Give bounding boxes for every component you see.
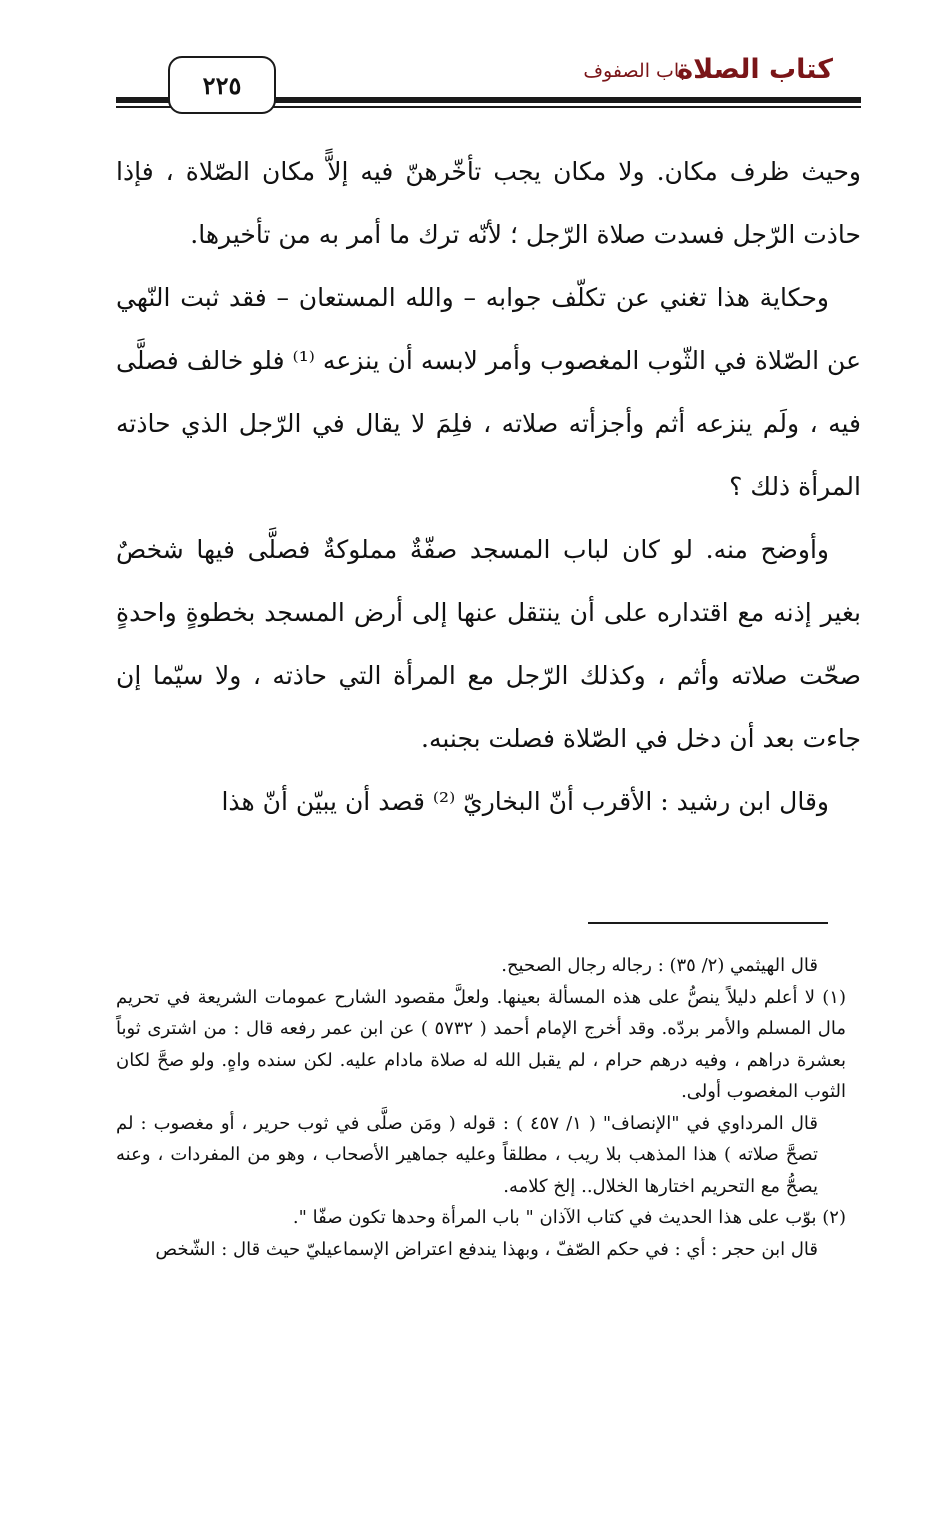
footnotes xyxy=(116,950,846,1265)
paragraph: وقال ابن رشيد : الأقرب أنّ البخاريّ ⁽²⁾ قصد أن يبيّن أنّ هذا xyxy=(221,787,829,816)
footnote-line: قال ابن حجر : أي : في حكم الصّفّ ، وبهذا يندفع اعتراض الإسماعيليّ حيث قال : الشّخص xyxy=(155,1238,818,1260)
paragraph: وأوضح منه. لو كان لباب المسجد صفّةٌ مملوكةٌ فصلَّى فيها شخصٌ بغير إذنه مع اقتداره على أن ينتقل عنها إلى أرض المسجد بخطوةٍ واحدةٍ صحّت صلاته وأثم ، وكذلك الرّجل مع المرأة التي حاذته ، ولا سيّما إن جاءت بعد أن دخل في الصّلاة فصلت بجنبه. xyxy=(116,535,861,753)
book-title: كتاب الصلاة xyxy=(677,54,833,85)
page-header xyxy=(0,0,945,120)
paragraph: وحكاية هذا تغني عن تكلّف جوابه – والله المستعان – فقد ثبت النّهي عن الصّلاة في الثّوب المغصوب وأمر لابسه أن ينزعه ⁽¹⁾ فلو خالف فصلَّى فيه ، ولَم ينزعه أثم وأجزأته صلاته ، فلِمَ لا يقال في الرّجل الذي حاذته المرأة ذلك ؟ xyxy=(116,283,861,501)
chapter-title: باب الصفوف xyxy=(583,60,685,82)
paragraph: وحيث ظرف مكان. ولا مكان يجب تأخّرهنّ فيه إلاًّ مكان الصّلاة ، فإذا حاذت الرّجل فسدت صلاة الرّجل ؛ لأنّه ترك ما أمر به من تأخيرها. xyxy=(116,157,861,249)
footnote-line: قال المرداوي في "الإنصاف" ( ١/ ٤٥٧ ) : قوله ( ومَن صلَّى في ثوب حرير ، أو مغصوب : لم تصحَّ صلاته ) هذا المذهب بلا ريب ، مطلقاً وعليه جماهير الأصحاب ، وهو من المفردات ، وعنه يصحُّ مع التحريم اختارها الخلال.. إلخ كلامه. xyxy=(116,1112,818,1197)
main-text xyxy=(116,140,861,833)
footnote-1: (١) لا أعلم دليلاً ينصُّ على هذه المسألة بعينها. ولعلَّ مقصود الشارح عمومات الشريعة في تحريم مال المسلم والأمر بردّه. وقد أخرج الإمام أحمد ( ٥٧٣٢ ) عن ابن عمر رفعه قال : من اشترى ثوباً بعشرة دراهم ، وفيه درهم حرام ، لم يقبل الله له صلاة مادام عليه. لكن سنده واهٍ. ولو صحَّ لكان الثوب المغصوب أولى. xyxy=(116,986,846,1102)
page-number: ٢٢٥ xyxy=(168,56,276,114)
footnote-2: (٢) بوّب على هذا الحديث في كتاب الآذان " باب المرأة وحدها تكون صفّا ". xyxy=(292,1207,846,1228)
footnote-line: قال الهيثمي (٢/ ٣٥) : رجاله رجال الصحيح. xyxy=(501,955,818,976)
footnote-separator xyxy=(588,922,828,924)
